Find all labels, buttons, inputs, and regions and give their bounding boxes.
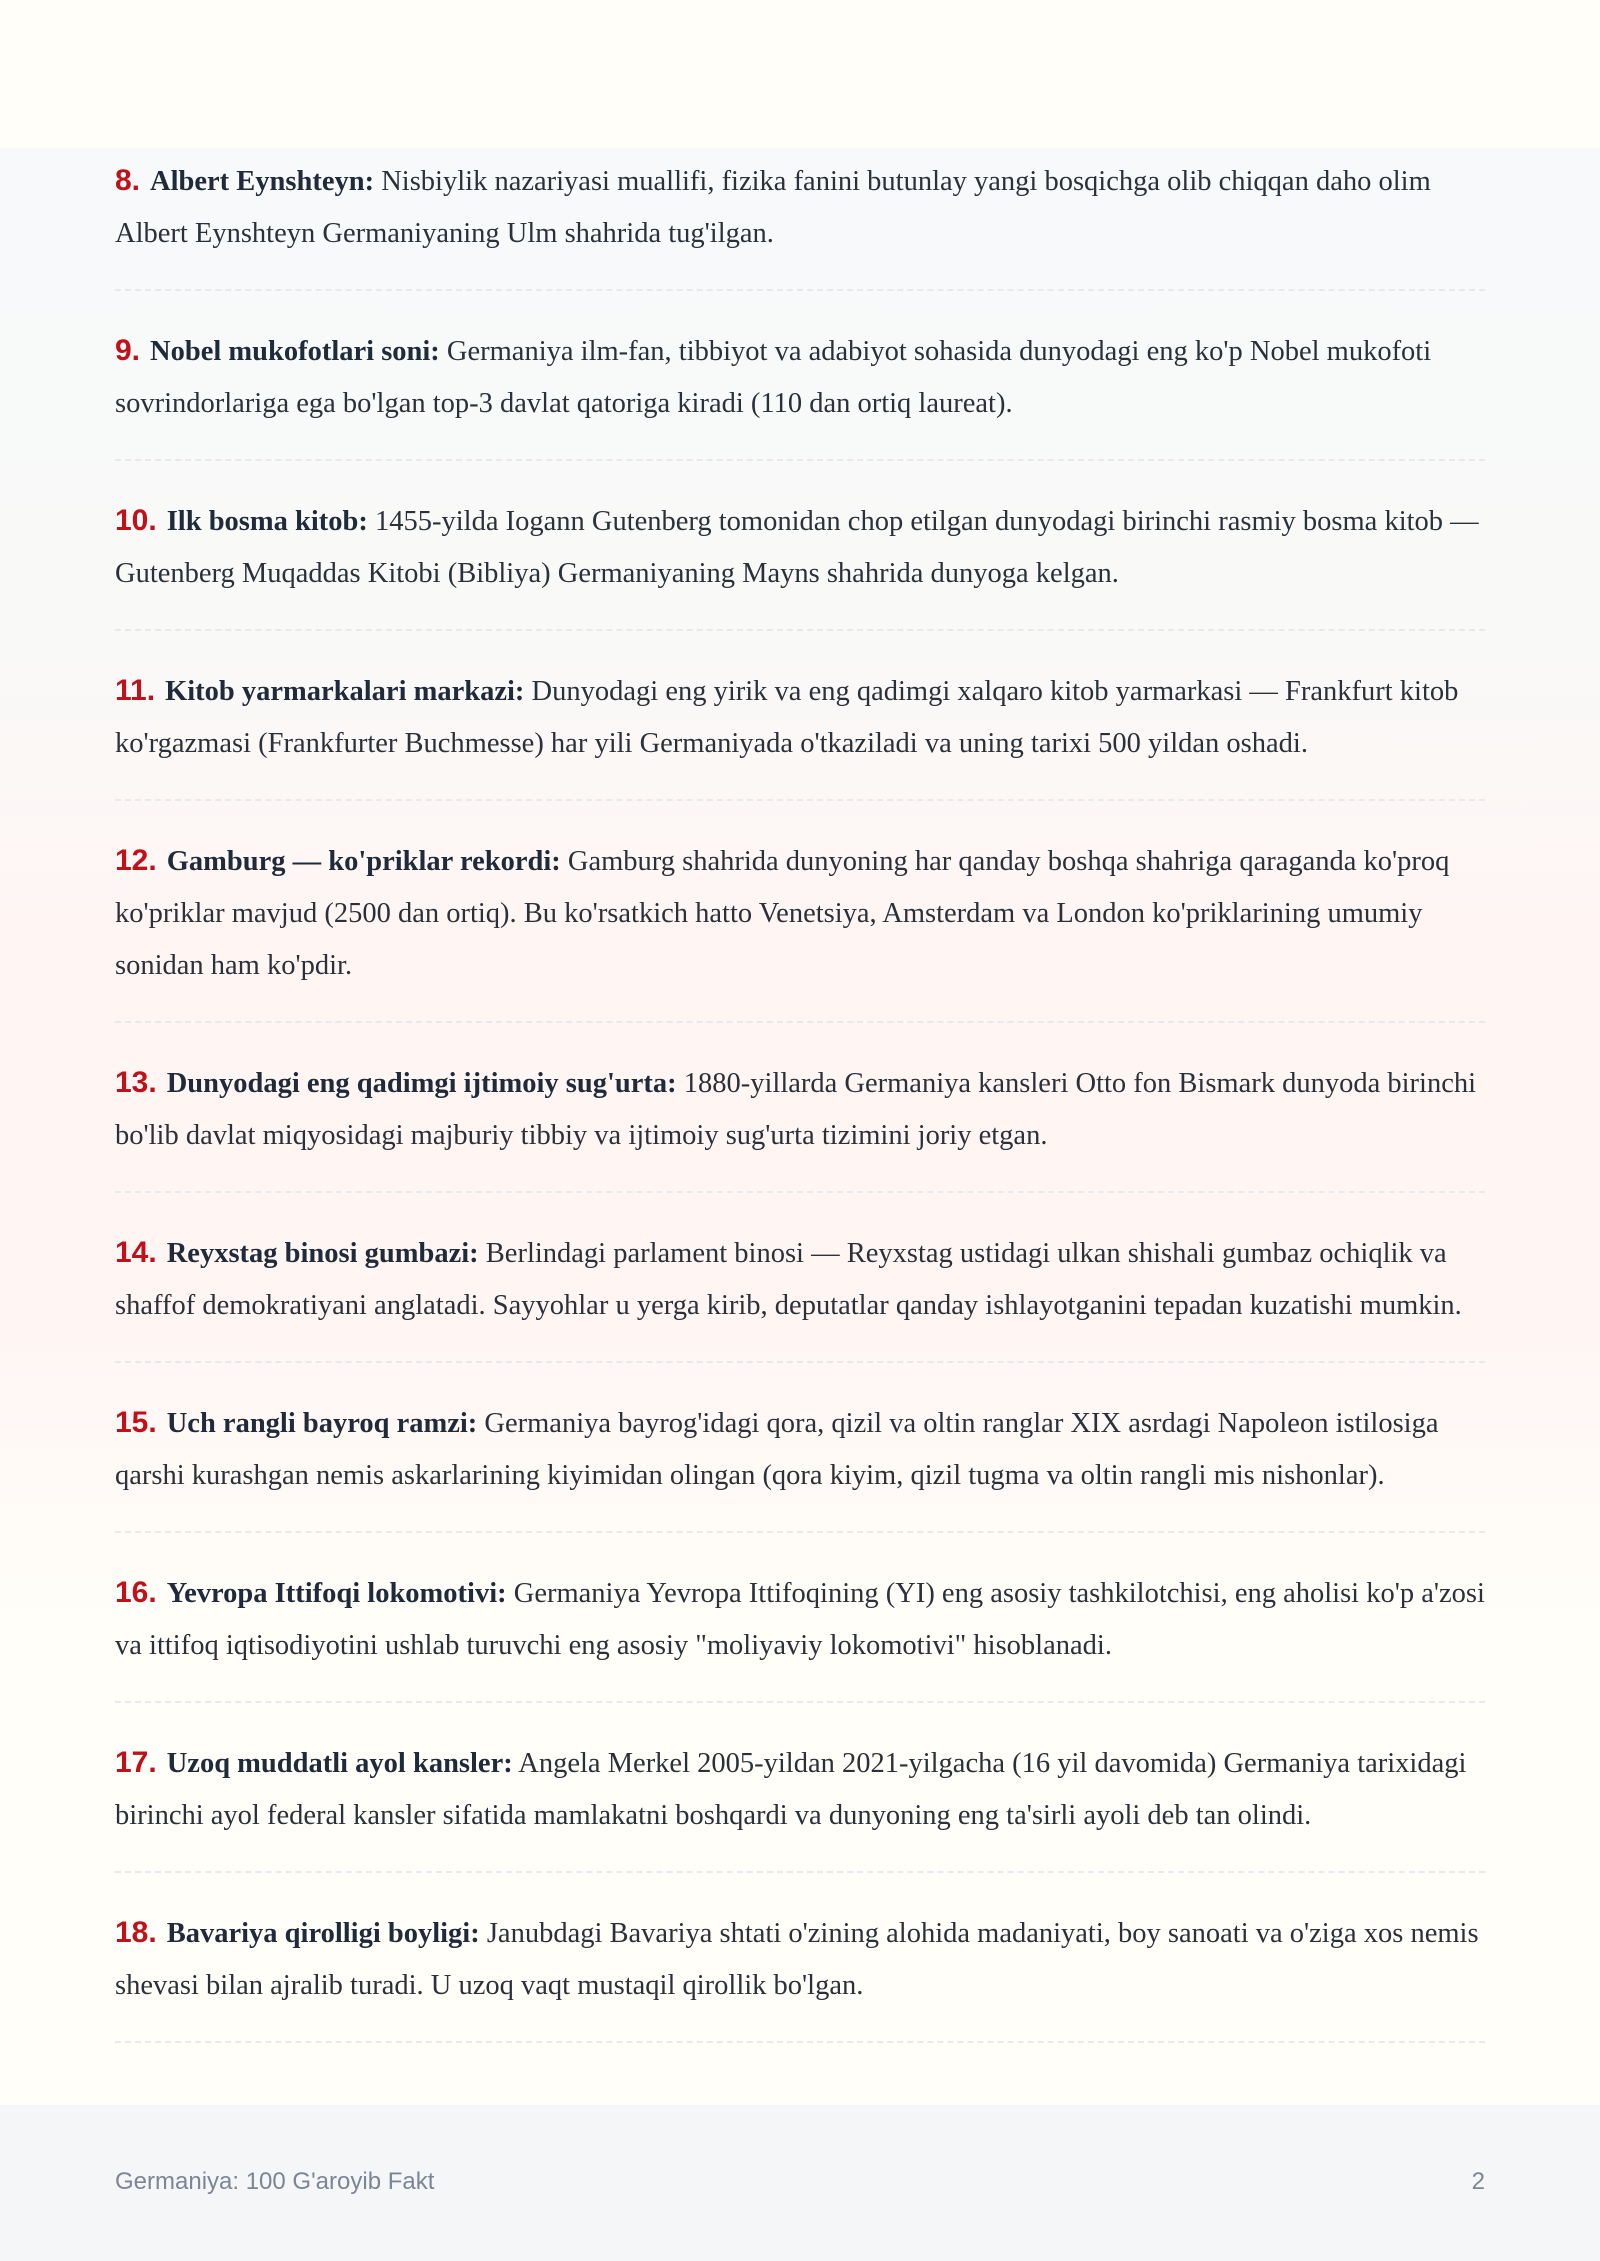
fact-item [115,1562,1485,1703]
fact-number: 16. [115,1576,157,1609]
fact-number: 9. [115,334,141,367]
facts-list [115,150,1485,2072]
fact-item [115,660,1485,801]
fact-text: Germaniya bayrog'idagi qora, qizil va oltin ranglar XIX asrdagi Napoleon istilosiga qarshi kurashgan nemis askarlarining kiyimidan olingan (qora kiyim, qizil tugma va oltin rangli mis nishonlar). [115,1408,1439,1491]
fact-number: 8. [115,164,141,197]
fact-title: Kitob yarmarkalari markazi: [165,676,525,707]
fact-title: Reyxstag binosi gumbazi: [166,1238,479,1269]
fact-text: Nisbiylik nazariyasi muallifi, fizika fanini butunlay yangi bosqichga olib chiqqan daho olim Albert Eynshteyn Germaniyaning Ulm shahrida tug'ilgan. [115,166,1431,249]
fact-number: 11. [115,674,156,707]
fact-text: Germaniya ilm-fan, tibbiyot va adabiyot sohasida dunyodagi eng ko'p Nobel mukofoti sovrindorlariga ega bo'lgan top-3 davlat qatoriga kiradi (110 dan ortiq laureat). [115,336,1432,419]
fact-title: Albert Eynshteyn: [150,166,375,197]
fact-item [115,1392,1485,1533]
page-footer [115,2168,1485,2196]
fact-item [115,320,1485,461]
fact-title: Yevropa Ittifoqi lokomotivi: [166,1578,507,1609]
fact-text: 1455-yilda Iogann Gutenberg tomonidan chop etilgan dunyodagi birinchi rasmiy bosma kitob — Gutenberg Muqaddas Kitobi (Bibliya) Germaniyaning Mayns shahrida dunyoga kelgan. [115,506,1479,589]
fact-number: 12. [115,844,157,877]
fact-number: 18. [115,1916,157,1949]
fact-item [115,1902,1485,2043]
fact-item [115,1052,1485,1193]
fact-number: 14. [115,1236,157,1269]
page-number: 2 [1471,2168,1485,2195]
fact-item [115,1732,1485,1873]
fact-item [115,490,1485,631]
fact-number: 10. [115,504,157,537]
fact-text: Dunyodagi eng yirik va eng qadimgi xalqaro kitob yarmarkasi — Frankfurt kitob ko'rgazmasi (Frankfurter Buchmesse) har yili Germaniyada o'tkaziladi va uning tarixi 500 yildan oshadi. [115,676,1459,759]
fact-title: Bavariya qirolligi boyligi: [166,1918,480,1949]
fact-title: Uzoq muddatli ayol kansler: [166,1748,513,1779]
fact-text: 1880-yillarda Germaniya kansleri Otto fon Bismark dunyoda birinchi bo'lib davlat miqyosidagi majburiy tibbiy va ijtimoiy sug'urta tizimini joriy etgan. [115,1068,1477,1151]
fact-text: Angela Merkel 2005-yildan 2021-yilgacha (16 yil davomida) Germaniya tarixidagi birinchi ayol federal kansler sifatida mamlakatni boshqardi va dunyoning eng ta'sirli ayoli deb tan olindi. [115,1748,1467,1831]
footer-title: Germaniya: 100 G'aroyib Fakt [115,2168,435,2195]
fact-title: Dunyodagi eng qadimgi ijtimoiy sug'urta: [166,1068,677,1099]
fact-number: 17. [115,1746,157,1779]
fact-title: Nobel mukofotlari soni: [150,336,440,367]
fact-item [115,1222,1485,1363]
fact-title: Ilk bosma kitob: [166,506,368,537]
fact-item [115,150,1485,291]
fact-text: Janubdagi Bavariya shtati o'zining alohida madaniyati, boy sanoati va o'ziga xos nemis shevasi bilan ajralib turadi. U uzoq vaqt mustaqil qirollik bo'lgan. [115,1918,1479,2001]
fact-number: 15. [115,1406,157,1439]
fact-text: Gamburg shahrida dunyoning har qanday boshqa shahriga qaraganda ko'proq ko'priklar mavjud (2500 dan ortiq). Bu ko'rsatkich hatto Venetsiya, Amsterdam va London ko'priklarining umumiy sonidan ham ko'pdir. [115,846,1450,981]
fact-title: Gamburg — ko'priklar rekordi: [166,846,561,877]
fact-title: Uch rangli bayroq ramzi: [166,1408,478,1439]
fact-text: Berlindagi parlament binosi — Reyxstag ustidagi ulkan shishali gumbaz ochiqlik va shaffof demokratiyani anglatadi. Sayyohlar u yerga kirib, deputatlar qanday ishlayotganini tepadan kuzatishi mumkin. [115,1238,1462,1321]
fact-item [115,830,1485,1023]
fact-number: 13. [115,1066,157,1099]
fact-text: Germaniya Yevropa Ittifoqining (YI) eng asosiy tashkilotchisi, eng aholisi ko'p a'zosi va ittifoq iqtisodiyotini ushlab turuvchi eng asosiy "moliyaviy lokomotivi" hisoblanadi. [115,1578,1485,1661]
